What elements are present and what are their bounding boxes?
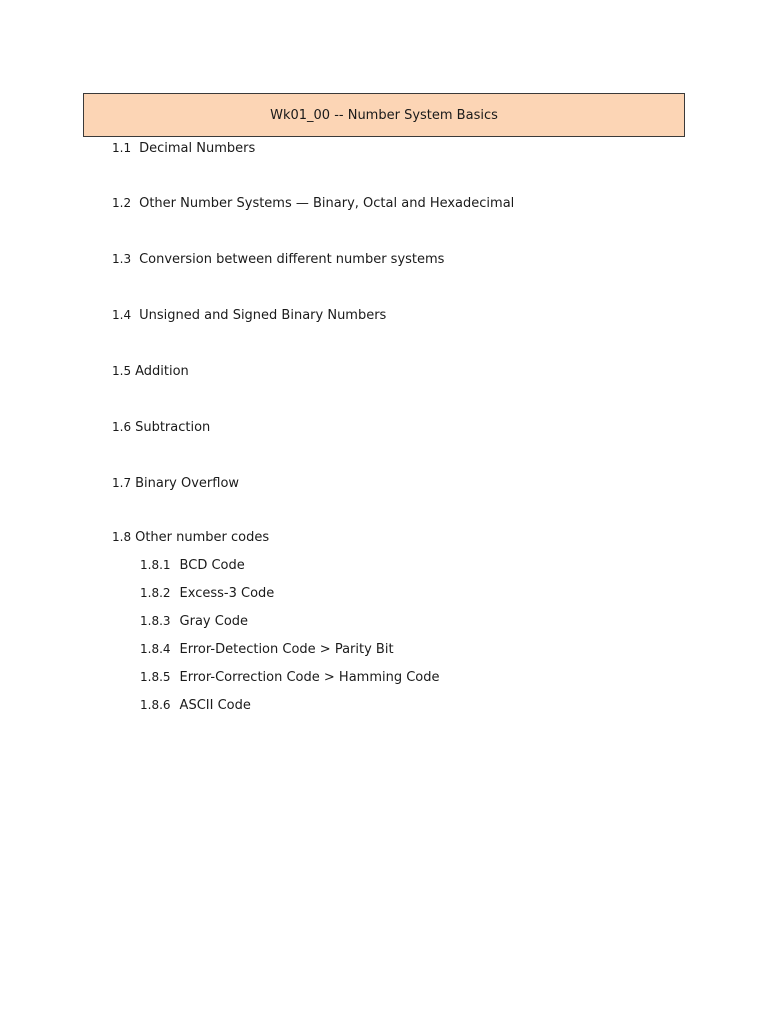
subsection-label: Error-Correction Code > Hamming Code	[179, 670, 440, 685]
toc-item-1-3	[112, 250, 444, 269]
page-title-box	[83, 93, 685, 137]
section-number: 1.1	[112, 141, 132, 155]
section-label: Addition	[135, 364, 189, 379]
subsection-label: Error-Detection Code > Parity Bit	[179, 642, 394, 657]
subsection-number: 1.8.4	[140, 642, 171, 656]
section-label: Other Number Systems — Binary, Octal and Hexadecimal	[139, 196, 515, 211]
subsection-number: 1.8.6	[140, 698, 171, 712]
page-title: Wk01_00 -- Number System Basics	[270, 107, 498, 123]
subsection-label: ASCII Code	[179, 698, 251, 713]
toc-item-1-7	[112, 474, 239, 493]
section-number: 1.3	[112, 252, 132, 266]
subsection-number: 1.8.2	[140, 586, 171, 600]
subsection-number: 1.8.1	[140, 558, 171, 572]
subsection-number: 1.8.3	[140, 614, 171, 628]
toc-item-1-5	[112, 362, 189, 381]
section-number: 1.8	[112, 530, 132, 544]
section-label: Unsigned and Signed Binary Numbers	[139, 308, 387, 323]
toc-subitem-1-8-5	[140, 668, 440, 687]
section-label: Other number codes	[135, 530, 270, 545]
section-label: Subtraction	[135, 420, 211, 435]
section-number: 1.5	[112, 364, 132, 378]
section-label: Conversion between different number systems	[139, 252, 445, 267]
toc-item-1-4	[112, 306, 386, 325]
section-number: 1.7	[112, 476, 132, 490]
subsection-number: 1.8.5	[140, 670, 171, 684]
toc-item-1-8	[112, 528, 269, 547]
subsection-label: Gray Code	[179, 614, 249, 629]
section-label: Binary Overflow	[135, 476, 240, 491]
toc-subitem-1-8-2	[140, 584, 274, 603]
section-number: 1.6	[112, 420, 132, 434]
toc-subitem-1-8-1	[140, 556, 245, 575]
subsection-label: Excess-3 Code	[179, 586, 275, 601]
subsection-label: BCD Code	[179, 558, 245, 573]
section-label: Decimal Numbers	[139, 141, 256, 156]
toc-subitem-1-8-4	[140, 640, 394, 659]
toc-item-1-1	[112, 139, 255, 158]
section-number: 1.4	[112, 308, 132, 322]
toc-subitem-1-8-3	[140, 612, 248, 631]
toc-subitem-1-8-6	[140, 696, 251, 715]
section-number: 1.2	[112, 196, 132, 210]
toc-item-1-6	[112, 418, 210, 437]
toc-item-1-2	[112, 194, 514, 213]
